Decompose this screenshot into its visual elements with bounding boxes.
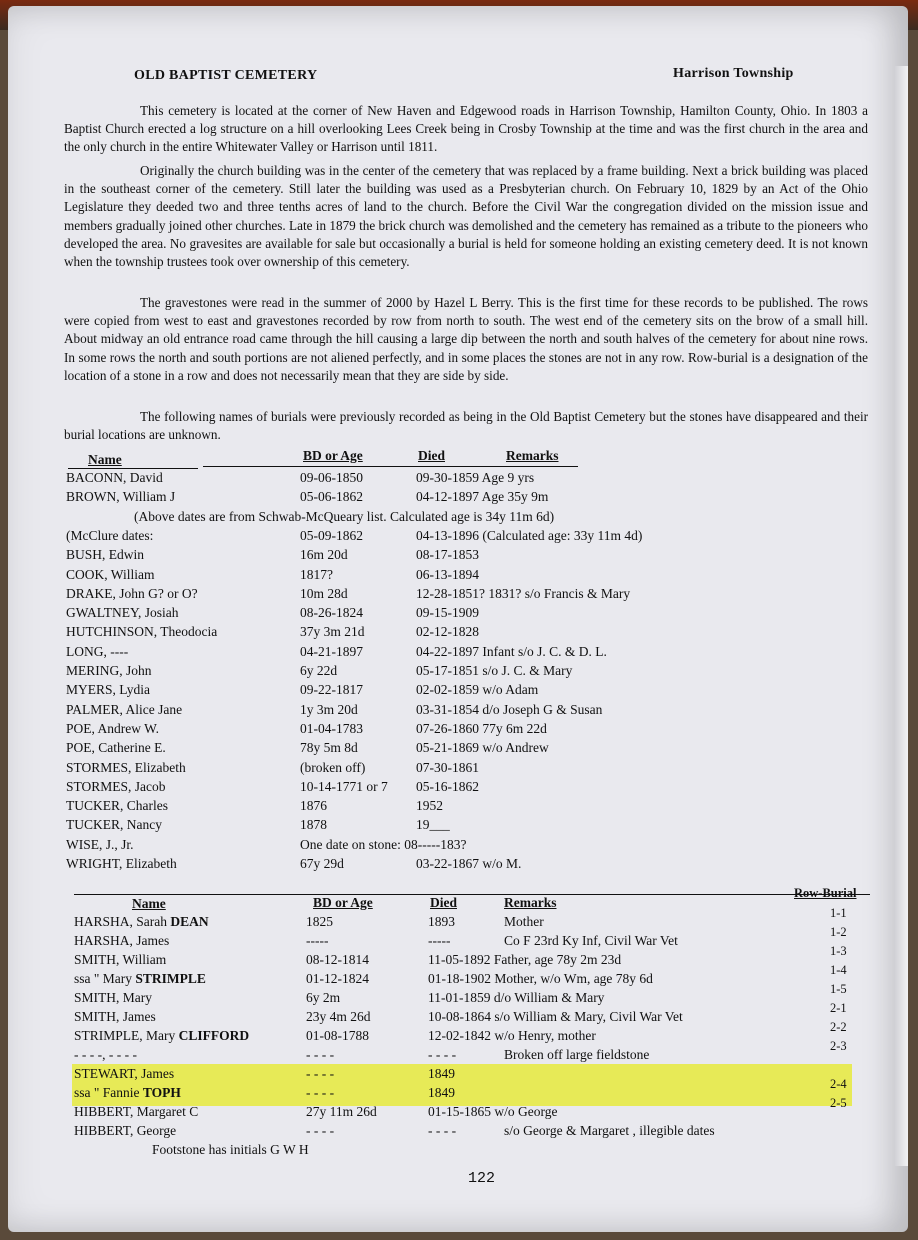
t1-name: WRIGHT, Elizabeth xyxy=(66,856,177,871)
t1-row xyxy=(8,721,908,740)
t2-name-cell xyxy=(74,1085,181,1101)
t2-row-burial: 1-1 xyxy=(830,906,847,920)
t2-name: STEWART, James xyxy=(74,1066,175,1081)
t1-row xyxy=(8,779,908,798)
t1-name: BROWN, William J xyxy=(66,489,176,505)
t1-row xyxy=(8,489,908,508)
t1-row xyxy=(8,702,908,721)
t1-row xyxy=(8,682,908,701)
t1-row xyxy=(8,470,908,489)
t1-name: BUSH, Edwin xyxy=(66,547,145,563)
t1-name: BACONN, David xyxy=(66,470,163,485)
t1-name: POE, Catherine E. xyxy=(66,740,166,756)
t1-bd: 10m 28d xyxy=(300,585,348,601)
t1-bd: 1817? xyxy=(300,566,333,582)
t1-bd: 09-22-1817 xyxy=(300,682,363,698)
t2-row xyxy=(8,925,908,952)
t1-rule-left xyxy=(68,468,198,469)
t1-died: 1952 xyxy=(416,798,443,814)
t1-name: (McClure dates: xyxy=(66,527,154,543)
t2-name-cell xyxy=(74,990,152,1006)
t1-header-remarks: Remarks xyxy=(506,448,559,463)
intro-paragraph-4 xyxy=(64,408,868,444)
t1-bd: 08-26-1824 xyxy=(300,605,363,621)
t1-name: LONG, ---- xyxy=(66,643,129,659)
t1-name: DRAKE, John G? or O? xyxy=(66,585,198,601)
t2-bd: 08-12-1814 xyxy=(306,952,369,967)
t1-died: 09-30-1859 Age 9 yrs xyxy=(416,470,535,485)
page-number: 122 xyxy=(468,1170,496,1187)
t1-bd: 01-04-1783 xyxy=(300,720,363,736)
t1-bd: (broken off) xyxy=(300,759,366,775)
intro-text-2: Originally the church building was in the center of the cemetery that was replaced by a frame building. Next a brick building was placed in the southeast corner of the cemetery. Still later the building was used as a Presbyterian church. On February 10, 1829 by an Act of the Ohio Legislature they deeded two and three tenths acres of land to the church. Before the Civil War the congregation divided on the mission issue and members gradually joined other churches. Late in 1879 the brick church was demolished and the cemetery has remained as a tribute to the pioneers who developed the area. No gravesites are available for sale but occasionally a burial is held for someone holding an existing cemetery deed. It is not known when the township trustees took over ownership of this cemetery. xyxy=(64,163,868,270)
t2-name-cell xyxy=(74,1009,156,1025)
t1-row xyxy=(8,663,908,682)
t1-row xyxy=(8,856,908,875)
t1-name: POE, Andrew W. xyxy=(66,720,160,736)
t2-header-died: Died xyxy=(430,895,457,910)
t1-died: 02-12-1828 xyxy=(416,624,479,640)
t1-row xyxy=(8,798,908,817)
t1-row xyxy=(8,740,908,759)
t2-row xyxy=(8,982,908,1009)
t1-row xyxy=(8,586,908,605)
t1-bd: 05-06-1862 xyxy=(300,489,363,505)
t2-row xyxy=(8,1066,908,1085)
t2-bd: 01-12-1824 xyxy=(306,971,369,986)
t2-name-cell xyxy=(74,952,166,968)
t1-died: 02-02-1859 w/o Adam xyxy=(416,682,539,698)
t2-row-burial: 2-4 xyxy=(830,1077,847,1091)
t2-remarks: Mother xyxy=(504,914,544,929)
t2-name-cell xyxy=(74,1066,174,1082)
t2-row xyxy=(8,1077,908,1104)
t2-row xyxy=(8,963,908,990)
t2-bd: - - - - xyxy=(306,1123,335,1138)
t2-footnote xyxy=(8,1142,908,1161)
t2-died: 11-05-1892 Father, age 78y 2m 23d xyxy=(428,952,622,967)
t1-died: 06-13-1894 xyxy=(416,566,479,582)
t1-died: 05-21-1869 w/o Andrew xyxy=(416,740,549,756)
t2-died: ----- xyxy=(428,933,451,948)
t1-died: 08-17-1853 xyxy=(416,547,479,563)
t1-bd: 04-21-1897 xyxy=(300,643,363,659)
t1-died: 07-26-1860 77y 6m 22d xyxy=(416,720,547,736)
t1-name: MERING, John xyxy=(66,663,152,678)
t1-bd: 37y 3m 21d xyxy=(300,624,365,640)
township-title: Harrison Township xyxy=(673,66,794,81)
t1-name: TUCKER, Charles xyxy=(66,798,168,814)
t2-name-cell xyxy=(74,1028,249,1044)
t2-name-cell xyxy=(74,933,169,949)
t2-row-burial: 1-5 xyxy=(830,982,847,996)
t1-bd: 1y 3m 20d xyxy=(300,701,358,717)
t2-bd: - - - - xyxy=(306,1047,335,1062)
t2-name-cell xyxy=(74,1104,198,1120)
t2-died: 11-01-1859 d/o William & Mary xyxy=(428,990,605,1005)
t2-row-burial: 2-1 xyxy=(830,1001,847,1015)
t2-name: HIBBERT, George xyxy=(74,1123,177,1138)
t2-died: 1849 xyxy=(428,1066,455,1081)
intro-text-3: The gravestones were read in the summer of 2000 by Hazel L Berry. This is the first time for these records to be published. The rows were copied from west to east and gravestones recorded by row from north to south. The west end of the cemetery sits on the brow of a small hill. About midway an old entrance road came through the hill causing a large dip between the north and south halves of the cemetery for about nine rows. In some rows the north and south portions are not aliened perfectly, and in some places the stones are not in any row. Row-burial is a designation of the location of a stone in a row and does not necessarily mean that they are side by side. xyxy=(64,295,868,383)
t1-row xyxy=(8,567,908,586)
t2-died: 1893 xyxy=(428,914,455,929)
t2-name-cell xyxy=(74,1047,137,1063)
t2-died: - - - - xyxy=(428,1123,457,1138)
t2-name-cell xyxy=(74,971,206,987)
t2-surname: DEAN xyxy=(170,914,209,929)
t1-died: 05-16-1862 xyxy=(416,778,479,794)
t2-row-burial: 2-2 xyxy=(830,1020,847,1034)
t1-row xyxy=(8,528,908,547)
t1-name: WISE, J., Jr. xyxy=(66,836,134,852)
t1-bd: 67y 29d xyxy=(300,856,344,871)
t1-row xyxy=(8,644,908,663)
t2-header-bd: BD or Age xyxy=(313,895,373,910)
t2-remarks: Broken off large fieldstone xyxy=(504,1047,650,1062)
t1-died: 05-17-1851 s/o J. C. & Mary xyxy=(416,663,573,678)
t2-header-remarks: Remarks xyxy=(504,895,557,910)
t1-name: STORMES, Jacob xyxy=(66,778,166,794)
t1-died: 09-15-1909 xyxy=(416,605,479,621)
t2-rule xyxy=(74,894,870,895)
t2-bd: 6y 2m xyxy=(306,990,341,1005)
t1-died: 04-12-1897 Age 35y 9m xyxy=(416,489,549,505)
t1-header-died: Died xyxy=(418,448,445,463)
cemetery-title: OLD BAPTIST CEMETERY xyxy=(134,68,318,83)
t1-name: GWALTNEY, Josiah xyxy=(66,605,179,621)
t2-row xyxy=(8,1020,908,1047)
t2-row-burial: 1-4 xyxy=(830,963,847,977)
t1-died: 07-30-1861 xyxy=(416,759,479,775)
t2-header-row-burial: Row-Burial xyxy=(794,886,857,900)
t2-header-name: Name xyxy=(132,896,166,911)
t1-name: MYERS, Lydia xyxy=(66,682,151,698)
t1-died: 04-13-1896 (Calculated age: 33y 11m 4d) xyxy=(416,527,643,543)
t2-surname: CLIFFORD xyxy=(178,1028,250,1043)
t1-name: STORMES, Elizabeth xyxy=(66,759,186,775)
t1-name: PALMER, Alice Jane xyxy=(66,701,183,717)
t1-row xyxy=(8,760,908,779)
t2-remarks: Co F 23rd Ky Inf, Civil War Vet xyxy=(504,933,678,948)
t2-surname: TOPH xyxy=(142,1085,181,1100)
t2-died: 1849 xyxy=(428,1085,455,1100)
t2-row xyxy=(8,1123,908,1142)
t1-header-bd: BD or Age xyxy=(303,448,363,463)
t2-died: 12-02-1842 w/o Henry, mother xyxy=(428,1028,596,1043)
t2-name: HARSHA, James xyxy=(74,933,170,948)
t2-name: HARSHA, Sarah xyxy=(74,914,167,929)
t1-name: TUCKER, Nancy xyxy=(66,817,162,833)
t1-bd: 78y 5m 8d xyxy=(300,740,358,756)
t1-died: 04-22-1897 Infant s/o J. C. & D. L. xyxy=(416,643,607,659)
t2-row-burial: 2-5 xyxy=(830,1096,847,1110)
t2-bd: ----- xyxy=(306,933,329,948)
t1-died: 19___ xyxy=(416,817,450,833)
t1-row xyxy=(8,547,908,566)
t2-bd: 27y 11m 26d xyxy=(306,1104,377,1119)
t2-died: - - - - xyxy=(428,1047,457,1062)
t2-name: SMITH, Mary xyxy=(74,990,152,1005)
t1-bd: 09-06-1850 xyxy=(300,470,363,485)
t2-row-burial: 2-3 xyxy=(830,1039,847,1053)
t2-bd: - - - - xyxy=(306,1085,335,1100)
t1-bd: One date on stone: 08-----183? xyxy=(300,836,467,852)
intro-text-4: The following names of burials were previously recorded as being in the Old Baptist Cemetery but the stones have disappeared and their burial locations are unknown. xyxy=(64,409,868,443)
t2-name: SMITH, William xyxy=(74,952,167,967)
t2-name: ssa " Fannie xyxy=(74,1085,140,1100)
t1-bd: 05-09-1862 xyxy=(300,527,363,543)
t2-died: 01-15-1865 w/o George xyxy=(428,1104,558,1119)
t1-died: 03-31-1854 d/o Joseph G & Susan xyxy=(416,701,603,717)
t2-row xyxy=(8,1039,908,1066)
t2-remarks: s/o George & Margaret , illegible dates xyxy=(504,1123,715,1138)
t1-bd: 1876 xyxy=(300,798,327,814)
intro-text-1: This cemetery is located at the corner of New Haven and Edgewood roads in Harrison Township, Hamilton County, Ohio. In 1803 a Baptist Church erected a log structure on a hill overlooking Lees Creek being in Crosby Township at the time and was the first church in the area and the only church in the entire Whitewater Valley or Harrison until 1811. xyxy=(64,103,868,155)
footnote-text: Footstone has initials G W H xyxy=(152,1142,309,1157)
t2-died: 01-18-1902 Mother, w/o Wm, age 78y 6d xyxy=(428,971,653,986)
document-page xyxy=(8,6,908,1232)
t2-row xyxy=(8,1096,908,1123)
t1-row xyxy=(8,817,908,836)
t2-surname: STRIMPLE xyxy=(135,971,206,986)
t1-died: 12-28-1851? 1831? s/o Francis & Mary xyxy=(416,585,631,601)
t1-row xyxy=(8,624,908,643)
t2-name-cell xyxy=(74,914,209,930)
t2-name: HIBBERT, Margaret C xyxy=(74,1104,199,1119)
intro-paragraph-2 xyxy=(64,162,868,271)
t2-row-burial: 1-3 xyxy=(830,944,847,958)
t2-name-cell xyxy=(74,1123,176,1139)
t2-name: ssa " Mary xyxy=(74,971,133,986)
t1-died: 03-22-1867 w/o M. xyxy=(416,856,522,871)
t2-bd: 01-08-1788 xyxy=(306,1028,369,1043)
t2-row-burial: 1-2 xyxy=(830,925,847,939)
t2-row xyxy=(8,1001,908,1028)
t1-bd: 10-14-1771 or 7 xyxy=(300,778,388,794)
t1-bd: 6y 22d xyxy=(300,663,338,678)
t1-note: (Above dates are from Schwab-McQueary list. Calculated age is 34y 11m 6d) xyxy=(134,508,555,524)
t2-row xyxy=(8,944,908,971)
t1-header-name: Name xyxy=(88,452,122,467)
t2-bd: 1825 xyxy=(306,914,333,929)
t2-bd: - - - - xyxy=(306,1066,335,1081)
t1-name: COOK, William xyxy=(66,566,155,582)
intro-paragraph-3 xyxy=(64,294,868,385)
t1-name: HUTCHINSON, Theodocia xyxy=(66,624,218,640)
t1-rule-right xyxy=(203,466,578,467)
t1-row xyxy=(8,509,908,528)
t2-row xyxy=(8,906,908,933)
t2-name: - - - -, - - - - xyxy=(74,1047,137,1062)
t1-row xyxy=(8,605,908,624)
t2-name: STRIMPLE, Mary xyxy=(74,1028,176,1043)
t1-bd: 1878 xyxy=(300,817,327,833)
t2-died: 10-08-1864 s/o William & Mary, Civil War Vet xyxy=(428,1009,683,1024)
t2-bd: 23y 4m 26d xyxy=(306,1009,371,1024)
t1-row xyxy=(8,837,908,856)
intro-paragraph-1 xyxy=(64,102,868,157)
t1-bd: 16m 20d xyxy=(300,547,348,563)
t2-name: SMITH, James xyxy=(74,1009,156,1024)
